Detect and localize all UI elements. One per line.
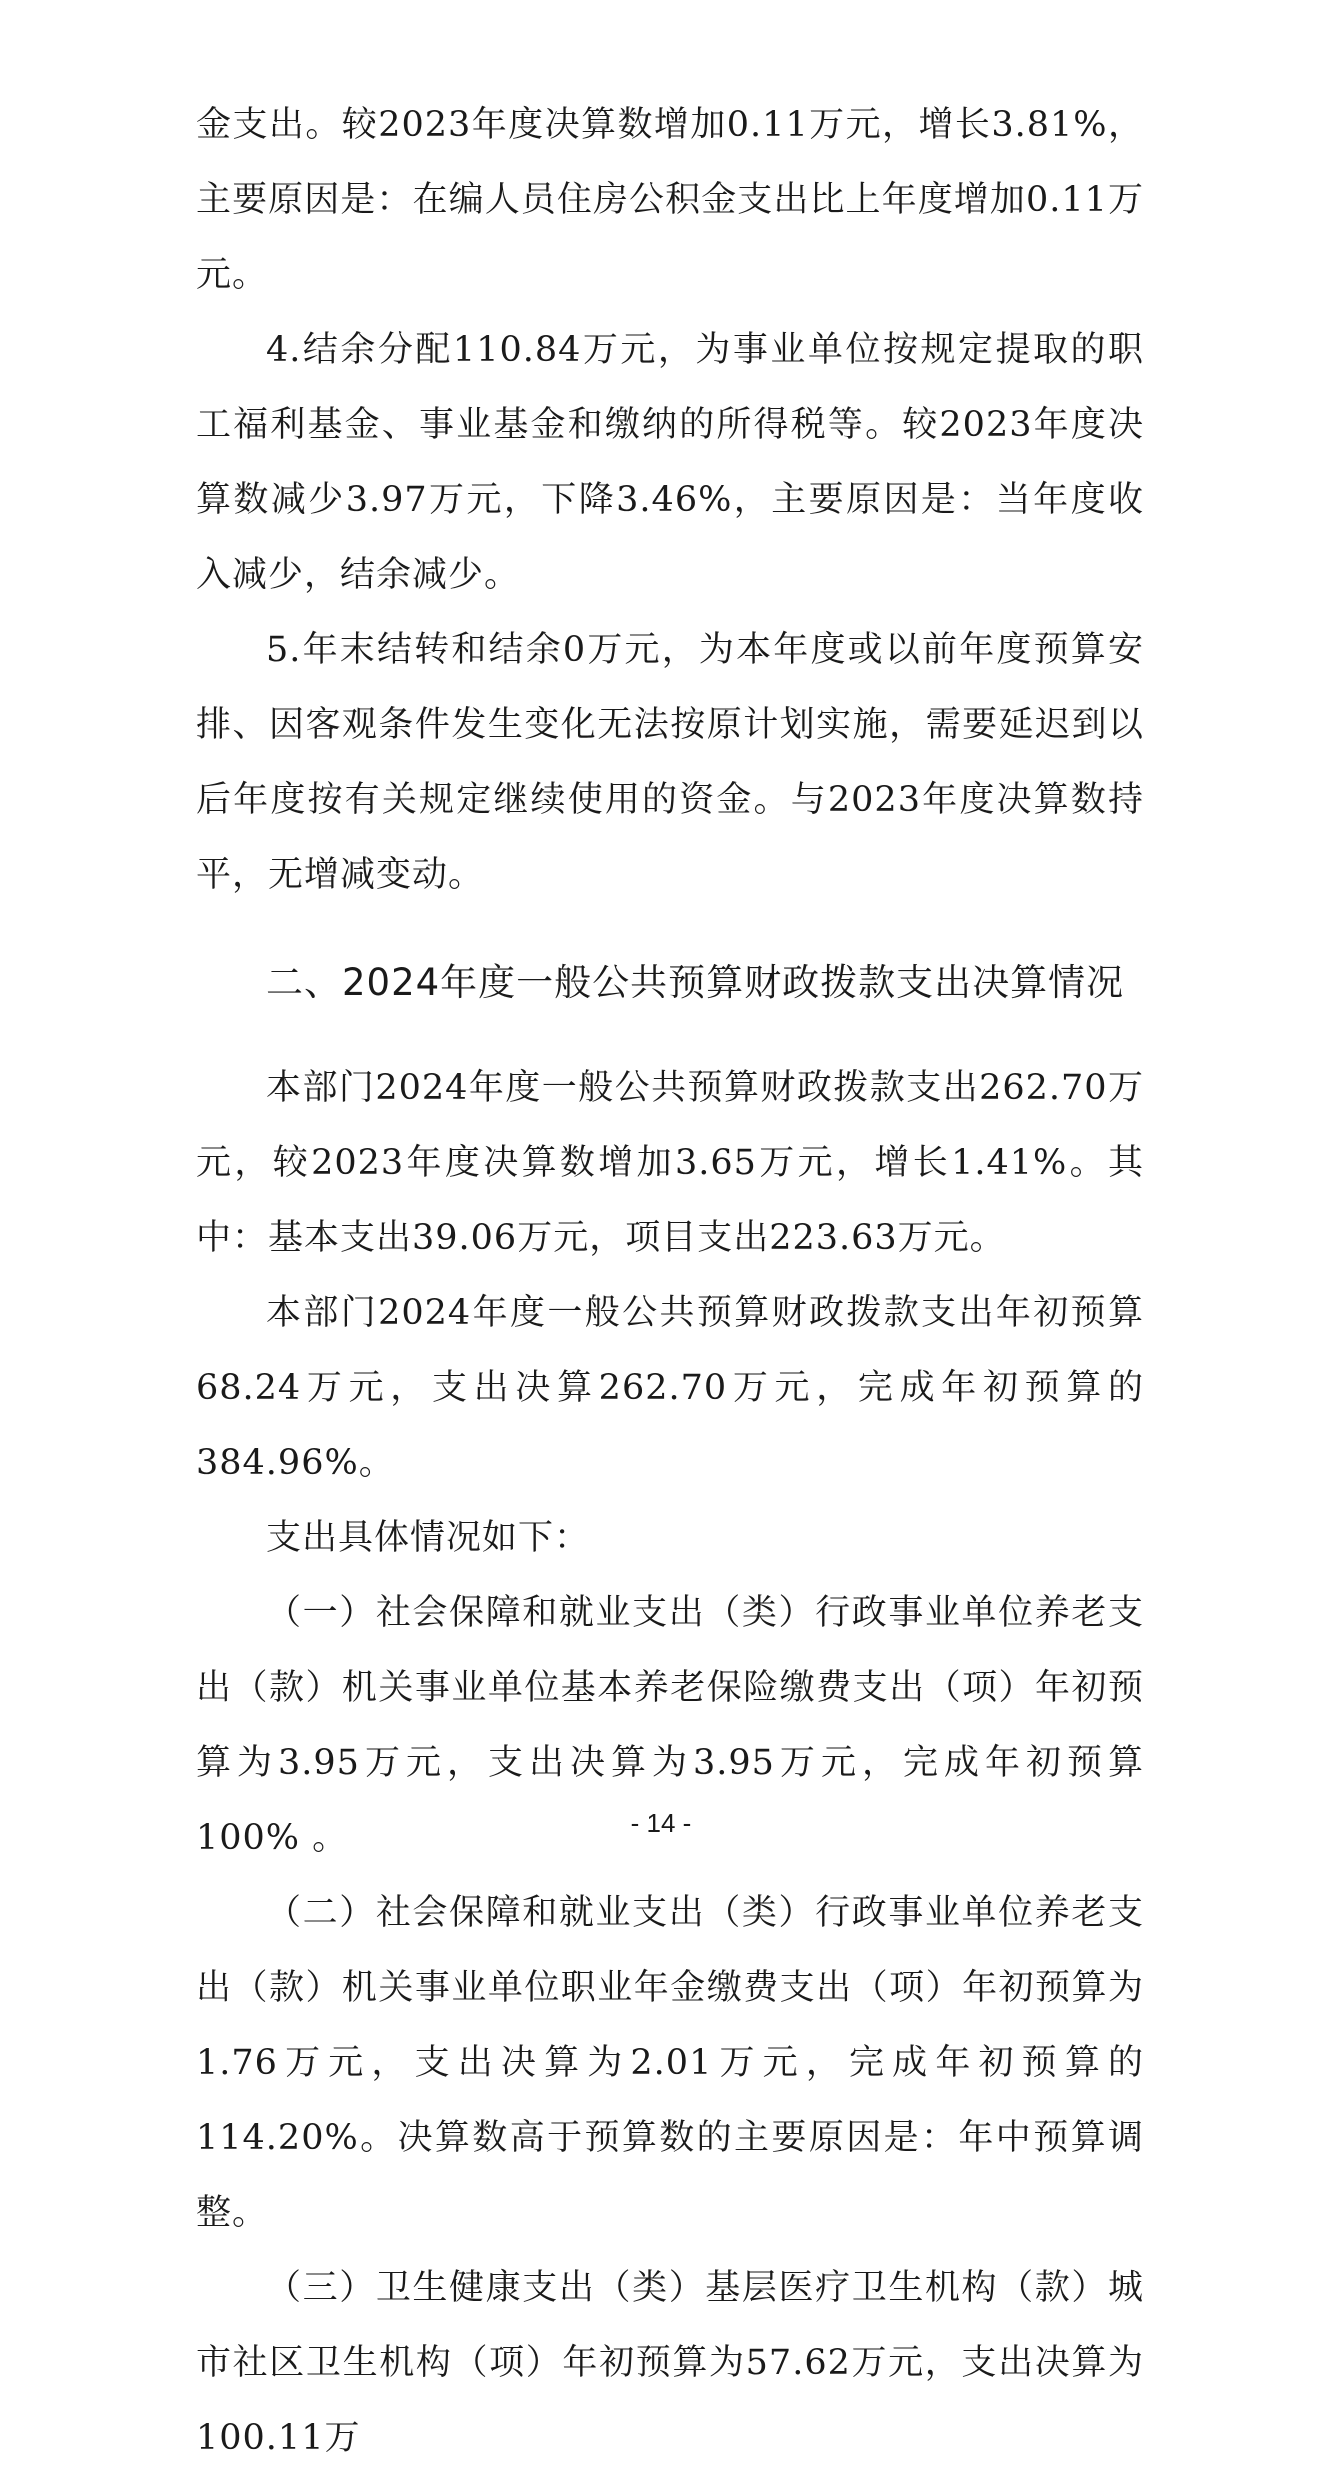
page-content (196, 88, 1144, 2476)
paragraph-item-3: （三）卫生健康支出（类）基层医疗卫生机构（款）城市社区卫生机构（项）年初预算为57.62万元，支出决算为100.11万 (196, 2268, 1144, 2458)
paragraph-total-expenditure: 本部门2024年度一般公共预算财政拨款支出262.70万元，较2023年度决算数增加3.65万元，增长1.41%。其中：基本支出39.06万元，项目支出223.63万元。 (196, 1068, 1144, 1258)
paragraph-item-2: （二）社会保障和就业支出（类）行政事业单位养老支出（款）机关事业单位职业年金缴费支出（项）年初预算为1.76万元，支出决算为2.01万元，完成年初预算的114.20%。决算数高于预算数的主要原因是：年中预算调整。 (196, 1893, 1144, 2233)
page-number: - 14 - (630, 1808, 692, 1838)
paragraph-details-intro: 支出具体情况如下： (266, 1518, 591, 1558)
paragraph-budget-completion: 本部门2024年度一般公共预算财政拨款支出年初预算68.24万元，支出决算262.70万元，完成年初预算的384.96%。 (196, 1293, 1144, 1483)
section-heading: 二、2024年度一般公共预算财政拨款支出决算情况 (266, 961, 1125, 1004)
paragraph-item-1: （一）社会保障和就业支出（类）行政事业单位养老支出（款）机关事业单位基本养老保险缴费支出（项）年初预算为3.95万元，支出决算为3.95万元，完成年初预算100% 。 (196, 1593, 1144, 1858)
paragraph-housing-fund-continued: 金支出。较2023年度决算数增加0.11万元，增长3.81%，主要原因是：在编人员住房公积金支出比上年度增加0.11万元。 (196, 105, 1144, 295)
paragraph-surplus-distribution: 4.结余分配110.84万元，为事业单位按规定提取的职工福利基金、事业基金和缴纳的所得税等。较2023年度决算数减少3.97万元，下降3.46%，主要原因是：当年度收入减少，结余减少。 (196, 330, 1144, 595)
paragraph-year-end-balance: 5.年末结转和结余0万元，为本年度或以前年度预算安排、因客观条件发生变化无法按原计划实施，需要延迟到以后年度按有关规定继续使用的资金。与2023年度决算数持平，无增减变动。 (196, 630, 1144, 895)
